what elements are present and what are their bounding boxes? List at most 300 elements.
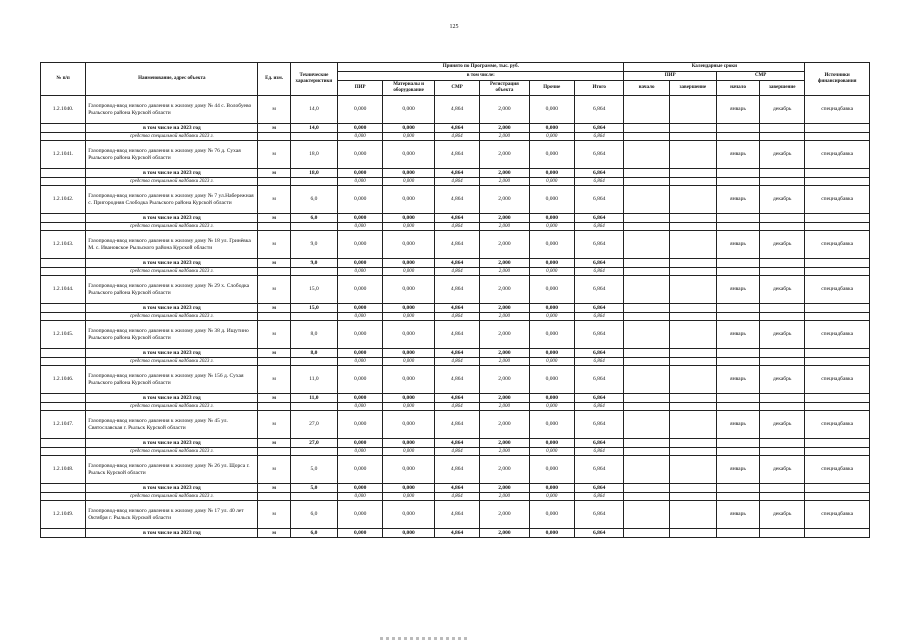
smr-start: [717, 403, 760, 411]
funding-source-row: [41, 313, 870, 321]
pir-end: [669, 358, 716, 366]
unit: м: [258, 456, 290, 484]
smr-end: [760, 529, 805, 538]
funding-source: [805, 124, 870, 133]
object-name: Газопровод-ввод низкого давления к жилому дому № 45 ул. Святославская г. Рыльск Курской области: [86, 411, 258, 439]
tech-value: 14,0: [290, 96, 337, 124]
pir-value: 0,000: [338, 501, 383, 529]
pir-start: [624, 178, 669, 186]
pir-end: [669, 448, 716, 456]
col-pir-end-header: завершение: [669, 81, 716, 96]
row-number-blank: [41, 394, 86, 403]
row-number: 1.2.1047.: [41, 411, 86, 439]
pir-value: 0,000: [338, 411, 383, 439]
smr-start: [717, 133, 760, 141]
total-value: 6,864: [574, 484, 624, 493]
funding-source: [805, 358, 870, 366]
pir-end: [669, 313, 716, 321]
funding-source: спецнадбавка: [805, 501, 870, 529]
source-label: средства специальной надбавки 2023 г.: [86, 493, 258, 501]
smr-end: декабрь: [760, 96, 805, 124]
pir-start: [624, 411, 669, 439]
year-subtotal-row: [41, 169, 870, 178]
table-row: [41, 96, 870, 124]
pir-value: 0,000: [338, 484, 383, 493]
materials-value: 0,000: [383, 501, 435, 529]
pir-value: 0,000: [338, 276, 383, 304]
unit: [258, 178, 290, 186]
subtotal-label: в том числе на 2023 год: [86, 529, 258, 538]
calendar-group-header: Календарные сроки: [624, 63, 805, 72]
funding-source: [805, 313, 870, 321]
registration-value: 2,000: [480, 484, 530, 493]
pir-start: [624, 529, 669, 538]
registration-value: 2,000: [480, 214, 530, 223]
pir-start: [624, 124, 669, 133]
materials-value: 0,000: [383, 169, 435, 178]
subtotal-label: в том числе на 2023 год: [86, 214, 258, 223]
funding-source: спецнадбавка: [805, 411, 870, 439]
object-name: Газопровод-ввод низкого давления к жилому дому № 26 ул. Щорса г. Рыльск Курской области: [86, 456, 258, 484]
registration-value: 2,000: [480, 231, 530, 259]
col-other-header: Прочие: [529, 81, 574, 96]
smr-end: декабрь: [760, 186, 805, 214]
cal-smr-header: СМР: [717, 72, 805, 81]
registration-value: 2,000: [480, 96, 530, 124]
tech-value: [290, 223, 337, 231]
registration-value: 2,000: [480, 411, 530, 439]
row-number-blank: [41, 493, 86, 501]
tech-value: 15,0: [290, 304, 337, 313]
smr-value: 4,864: [434, 133, 479, 141]
object-name: Газопровод-ввод низкого давления к жилому дому № 38 д. Ищутино Рыльского района Курской области: [86, 321, 258, 349]
total-value: 6,864: [574, 304, 624, 313]
smr-end: декабрь: [760, 141, 805, 169]
other-value: 0,000: [529, 169, 574, 178]
tech-value: [290, 493, 337, 501]
smr-value: 4,864: [434, 394, 479, 403]
pir-end: [669, 411, 716, 439]
smr-start: [717, 169, 760, 178]
pir-start: [624, 439, 669, 448]
pir-end: [669, 223, 716, 231]
total-value: 6,864: [574, 411, 624, 439]
smr-end: [760, 124, 805, 133]
smr-value: 4,864: [434, 178, 479, 186]
funding-source: спецнадбавка: [805, 186, 870, 214]
registration-value: 2,000: [480, 133, 530, 141]
smr-start: [717, 484, 760, 493]
tech-value: 8,0: [290, 349, 337, 358]
registration-value: 2,000: [480, 313, 530, 321]
other-value: 0,000: [529, 411, 574, 439]
registration-value: 2,000: [480, 304, 530, 313]
smr-start: январь: [717, 366, 760, 394]
col-registration-header: Регистрация объекта: [480, 81, 530, 96]
pir-value: 0,000: [338, 529, 383, 538]
total-value: 6,864: [574, 501, 624, 529]
subtotal-label: в том числе на 2023 год: [86, 349, 258, 358]
other-value: 0,000: [529, 358, 574, 366]
object-name: Газопровод-ввод низкого давления к жилому дому № 7 ул.Набережная с. Пригородняя Слободка Рыльского района Курской области: [86, 186, 258, 214]
materials-value: 0,000: [383, 439, 435, 448]
smr-start: [717, 259, 760, 268]
unit: м: [258, 501, 290, 529]
col-smr-start-header: начало: [717, 81, 760, 96]
smr-start: [717, 124, 760, 133]
row-number-blank: [41, 448, 86, 456]
total-value: 6,864: [574, 313, 624, 321]
col-pir-start-header: начало: [624, 81, 669, 96]
other-value: 0,000: [529, 349, 574, 358]
smr-end: [760, 268, 805, 276]
smr-start: январь: [717, 456, 760, 484]
smr-value: 4,864: [434, 223, 479, 231]
other-value: 0,000: [529, 456, 574, 484]
funding-source: [805, 403, 870, 411]
other-value: 0,000: [529, 178, 574, 186]
unit: м: [258, 349, 290, 358]
year-subtotal-row: [41, 529, 870, 538]
pir-value: 0,000: [338, 186, 383, 214]
funding-source-row: [41, 133, 870, 141]
object-name: Газопровод-ввод низкого давления к жилому дому № 18 ул. Гринёвка М. с. Ивановское Рыльского района Курской области: [86, 231, 258, 259]
materials-value: 0,000: [383, 186, 435, 214]
tech-value: 9,0: [290, 259, 337, 268]
other-value: 0,000: [529, 313, 574, 321]
object-name: Газопровод-ввод низкого давления к жилому дому № 44 с. Волобуево Рыльского района Курской области: [86, 96, 258, 124]
tech-value: 18,0: [290, 141, 337, 169]
materials-value: 0,000: [383, 214, 435, 223]
pir-value: 0,000: [338, 493, 383, 501]
pir-end: [669, 403, 716, 411]
smr-start: январь: [717, 186, 760, 214]
row-number-blank: [41, 349, 86, 358]
smr-start: январь: [717, 96, 760, 124]
subtotal-label: в том числе на 2023 год: [86, 259, 258, 268]
registration-value: 2,000: [480, 349, 530, 358]
unit: [258, 133, 290, 141]
materials-value: 0,000: [383, 223, 435, 231]
table-header: [41, 63, 870, 96]
smr-start: январь: [717, 501, 760, 529]
smr-value: 4,864: [434, 484, 479, 493]
smr-end: [760, 133, 805, 141]
pir-end: [669, 268, 716, 276]
other-value: 0,000: [529, 366, 574, 394]
registration-value: 2,000: [480, 358, 530, 366]
smr-start: январь: [717, 231, 760, 259]
funding-source-row: [41, 268, 870, 276]
pir-start: [624, 259, 669, 268]
pir-end: [669, 366, 716, 394]
row-number-blank: [41, 133, 86, 141]
pir-start: [624, 133, 669, 141]
subtotal-label: в том числе на 2023 год: [86, 304, 258, 313]
unit: м: [258, 231, 290, 259]
registration-value: 2,000: [480, 276, 530, 304]
smr-end: [760, 349, 805, 358]
registration-value: 2,000: [480, 493, 530, 501]
funding-source-row: [41, 223, 870, 231]
funding-source: [805, 439, 870, 448]
row-number-blank: [41, 178, 86, 186]
pir-value: 0,000: [338, 439, 383, 448]
other-value: 0,000: [529, 231, 574, 259]
materials-value: 0,000: [383, 456, 435, 484]
total-value: 6,864: [574, 366, 624, 394]
other-value: 0,000: [529, 186, 574, 214]
unit: м: [258, 394, 290, 403]
total-value: 6,864: [574, 231, 624, 259]
materials-value: 0,000: [383, 493, 435, 501]
col-total-header: Итого: [574, 81, 624, 96]
smr-start: [717, 268, 760, 276]
smr-start: [717, 223, 760, 231]
materials-value: 0,000: [383, 411, 435, 439]
smr-value: 4,864: [434, 403, 479, 411]
pir-value: 0,000: [338, 178, 383, 186]
pir-end: [669, 493, 716, 501]
smr-value: 4,864: [434, 231, 479, 259]
row-number-blank: [41, 403, 86, 411]
unit: м: [258, 529, 290, 538]
tech-value: 11,0: [290, 394, 337, 403]
pir-value: 0,000: [338, 214, 383, 223]
object-name: Газопровод-ввод низкого давления к жилому дому № 29 х. Слободка Рыльского района Курской области: [86, 276, 258, 304]
unit: м: [258, 214, 290, 223]
pir-end: [669, 186, 716, 214]
funding-source: спецнадбавка: [805, 276, 870, 304]
funding-source: спецнадбавка: [805, 366, 870, 394]
smr-end: [760, 394, 805, 403]
smr-value: 4,864: [434, 313, 479, 321]
registration-value: 2,000: [480, 186, 530, 214]
year-subtotal-row: [41, 259, 870, 268]
registration-value: 2,000: [480, 448, 530, 456]
source-label: средства специальной надбавки 2023 г.: [86, 403, 258, 411]
pir-start: [624, 394, 669, 403]
pir-end: [669, 178, 716, 186]
pir-value: 0,000: [338, 448, 383, 456]
smr-end: [760, 403, 805, 411]
source-label: средства специальной надбавки 2023 г.: [86, 223, 258, 231]
smr-end: [760, 259, 805, 268]
row-number-blank: [41, 223, 86, 231]
other-value: 0,000: [529, 124, 574, 133]
table-row: [41, 501, 870, 529]
other-value: 0,000: [529, 403, 574, 411]
total-value: 6,864: [574, 178, 624, 186]
smr-start: январь: [717, 411, 760, 439]
materials-value: 0,000: [383, 304, 435, 313]
materials-value: 0,000: [383, 484, 435, 493]
total-value: 6,864: [574, 493, 624, 501]
col-source-header: Источники финансирования: [805, 63, 870, 96]
row-number: 1.2.1041.: [41, 141, 86, 169]
unit: м: [258, 124, 290, 133]
row-number-blank: [41, 268, 86, 276]
smr-start: [717, 214, 760, 223]
smr-value: 4,864: [434, 366, 479, 394]
table-row: [41, 276, 870, 304]
funding-source: спецнадбавка: [805, 96, 870, 124]
unit: м: [258, 259, 290, 268]
pir-end: [669, 321, 716, 349]
registration-value: 2,000: [480, 501, 530, 529]
pir-value: 0,000: [338, 321, 383, 349]
pir-value: 0,000: [338, 403, 383, 411]
smr-end: [760, 493, 805, 501]
tech-value: 9,0: [290, 231, 337, 259]
total-value: 6,864: [574, 223, 624, 231]
smr-start: [717, 313, 760, 321]
pir-start: [624, 493, 669, 501]
unit: [258, 403, 290, 411]
col-smr-header: СМР: [434, 81, 479, 96]
unit: м: [258, 276, 290, 304]
total-value: 6,864: [574, 358, 624, 366]
registration-value: 2,000: [480, 178, 530, 186]
pir-end: [669, 231, 716, 259]
year-subtotal-row: [41, 214, 870, 223]
smr-value: 4,864: [434, 501, 479, 529]
registration-value: 2,000: [480, 366, 530, 394]
funding-source-row: [41, 178, 870, 186]
funding-source: [805, 214, 870, 223]
smr-end: [760, 304, 805, 313]
pir-value: 0,000: [338, 124, 383, 133]
smr-start: [717, 493, 760, 501]
pir-start: [624, 403, 669, 411]
funding-source: [805, 169, 870, 178]
year-subtotal-row: [41, 439, 870, 448]
pir-start: [624, 169, 669, 178]
unit: м: [258, 366, 290, 394]
pir-value: 0,000: [338, 456, 383, 484]
pir-start: [624, 268, 669, 276]
row-number: 1.2.1042.: [41, 186, 86, 214]
source-label: средства специальной надбавки 2023 г.: [86, 133, 258, 141]
tech-value: 8,0: [290, 321, 337, 349]
pir-start: [624, 186, 669, 214]
registration-value: 2,000: [480, 124, 530, 133]
pir-start: [624, 501, 669, 529]
materials-value: 0,000: [383, 178, 435, 186]
funding-source: [805, 304, 870, 313]
registration-value: 2,000: [480, 321, 530, 349]
row-number: 1.2.1048.: [41, 456, 86, 484]
pir-end: [669, 133, 716, 141]
pir-value: 0,000: [338, 304, 383, 313]
pir-start: [624, 313, 669, 321]
tech-value: 27,0: [290, 439, 337, 448]
unit: [258, 313, 290, 321]
pir-start: [624, 321, 669, 349]
row-number-blank: [41, 313, 86, 321]
row-number-blank: [41, 124, 86, 133]
unit: м: [258, 169, 290, 178]
tech-value: 6,0: [290, 529, 337, 538]
pir-start: [624, 448, 669, 456]
smr-end: [760, 169, 805, 178]
row-number-blank: [41, 169, 86, 178]
materials-value: 0,000: [383, 313, 435, 321]
funding-source-row: [41, 403, 870, 411]
funding-source-row: [41, 448, 870, 456]
tech-value: [290, 448, 337, 456]
pir-start: [624, 456, 669, 484]
col-smr-end-header: завершение: [760, 81, 805, 96]
smr-start: [717, 529, 760, 538]
other-value: 0,000: [529, 529, 574, 538]
smr-end: декабрь: [760, 456, 805, 484]
other-value: 0,000: [529, 448, 574, 456]
other-value: 0,000: [529, 141, 574, 169]
row-number: 1.2.1040.: [41, 96, 86, 124]
pir-end: [669, 349, 716, 358]
col-materials-header: Материалы и оборудование: [383, 81, 435, 96]
smr-start: январь: [717, 321, 760, 349]
total-value: 6,864: [574, 124, 624, 133]
row-number: 1.2.1043.: [41, 231, 86, 259]
smr-end: [760, 178, 805, 186]
pir-end: [669, 96, 716, 124]
subtotal-label: в том числе на 2023 год: [86, 169, 258, 178]
other-value: 0,000: [529, 96, 574, 124]
unit: м: [258, 186, 290, 214]
smr-end: декабрь: [760, 321, 805, 349]
smr-start: [717, 178, 760, 186]
year-subtotal-row: [41, 304, 870, 313]
funding-source: [805, 268, 870, 276]
funding-source: [805, 394, 870, 403]
incl-header: в том числе:: [338, 72, 624, 81]
smr-value: 4,864: [434, 321, 479, 349]
smr-value: 4,864: [434, 268, 479, 276]
source-label: средства специальной надбавки 2023 г.: [86, 178, 258, 186]
funding-source: [805, 259, 870, 268]
row-number-blank: [41, 529, 86, 538]
total-value: 6,864: [574, 448, 624, 456]
registration-value: 2,000: [480, 268, 530, 276]
pir-value: 0,000: [338, 133, 383, 141]
pir-start: [624, 349, 669, 358]
row-number-blank: [41, 214, 86, 223]
subtotal-label: в том числе на 2023 год: [86, 439, 258, 448]
tech-value: [290, 403, 337, 411]
table-row: [41, 456, 870, 484]
unit: м: [258, 96, 290, 124]
pir-value: 0,000: [338, 358, 383, 366]
materials-value: 0,000: [383, 403, 435, 411]
registration-value: 2,000: [480, 529, 530, 538]
total-value: 6,864: [574, 456, 624, 484]
registration-value: 2,000: [480, 456, 530, 484]
pir-start: [624, 358, 669, 366]
total-value: 6,864: [574, 214, 624, 223]
pir-start: [624, 484, 669, 493]
smr-end: [760, 448, 805, 456]
subtotal-label: в том числе на 2023 год: [86, 394, 258, 403]
smr-value: 4,864: [434, 186, 479, 214]
other-value: 0,000: [529, 501, 574, 529]
row-number-blank: [41, 304, 86, 313]
funding-source-row: [41, 493, 870, 501]
other-value: 0,000: [529, 259, 574, 268]
funding-group-header: Принято по Программе, тыс. руб.: [338, 63, 624, 72]
smr-start: январь: [717, 276, 760, 304]
